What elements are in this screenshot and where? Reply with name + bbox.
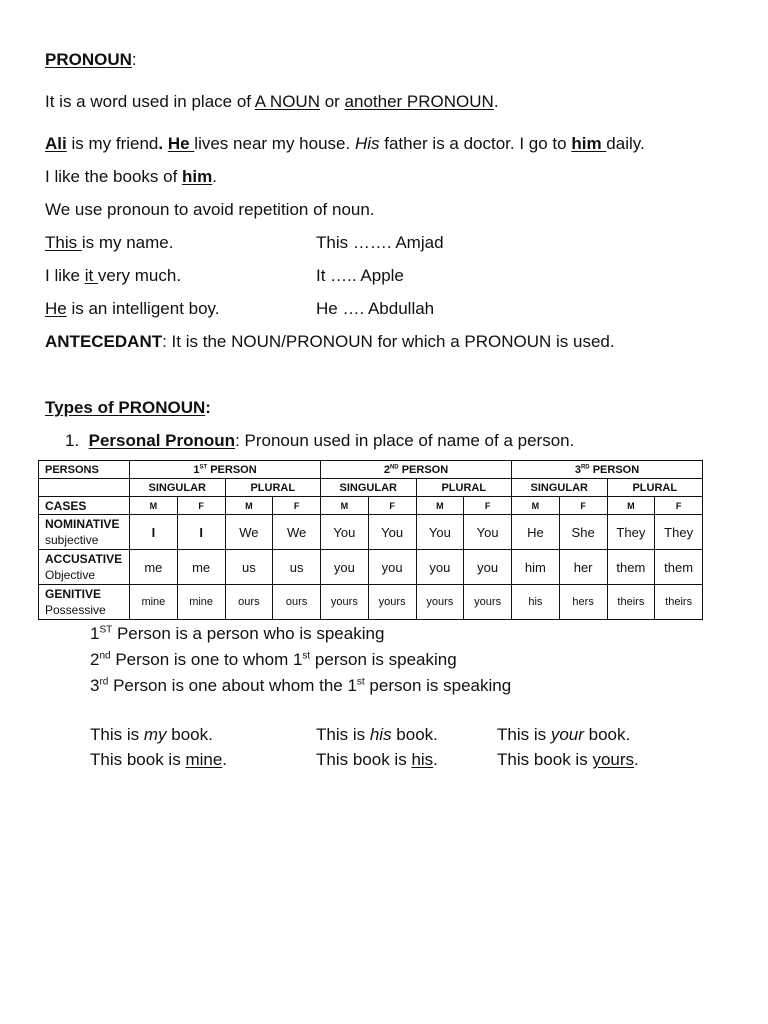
third-person-header: 3RD PERSON — [512, 461, 703, 479]
first-person-header: 1ST PERSON — [130, 461, 321, 479]
table-cell: You — [416, 515, 464, 550]
antecedent-label: ANTECEDANT — [45, 332, 163, 351]
pair2-pre: I like — [45, 266, 85, 285]
item1-number: 1. — [65, 431, 80, 450]
case-label: NOMINATIVE subjective — [39, 515, 130, 550]
pair-right-1: This ……. Amjad — [316, 233, 444, 252]
pronoun-table — [38, 460, 703, 620]
pair1-rest: is my name. — [81, 233, 174, 252]
note-second-person: 2nd Person is one to whom 1st person is speaking — [90, 650, 457, 669]
singular-header: SINGULAR — [321, 479, 417, 497]
table-cell: ours — [273, 585, 321, 620]
gender-cell: M — [321, 497, 369, 515]
case-label: ACCUSATIVE Objective — [39, 550, 130, 585]
table-cell: You — [368, 515, 416, 550]
table-cell: theirs — [607, 585, 655, 620]
table-cell: hers — [559, 585, 607, 620]
ex-he: He — [167, 134, 195, 153]
gender-cell: F — [177, 497, 225, 515]
page-title: PRONOUN: — [45, 50, 137, 69]
gender-cell: M — [607, 497, 655, 515]
table-cell: you — [368, 550, 416, 585]
table-row-accusative — [39, 550, 703, 585]
types-heading — [45, 398, 211, 418]
table-cell: yours — [464, 585, 512, 620]
cases-label: CASES — [39, 497, 130, 515]
example-my-book: This is my book. — [90, 725, 213, 744]
example-line-1 — [45, 134, 645, 154]
ex-t2: . — [158, 134, 168, 153]
gender-cell: M — [512, 497, 560, 515]
gender-cell: F — [464, 497, 512, 515]
pair-right-3: He …. Abdullah — [316, 299, 435, 318]
singular-header: SINGULAR — [130, 479, 226, 497]
table-cell: We — [225, 515, 273, 550]
plural-header: PLURAL — [416, 479, 512, 497]
table-cell: his — [512, 585, 560, 620]
antecedent-line — [45, 332, 615, 352]
example-yours: This book is yours. — [497, 750, 639, 769]
table-header-gender — [39, 497, 703, 515]
gender-cell: F — [368, 497, 416, 515]
ex2-him: him — [182, 167, 213, 186]
table-cell: them — [607, 550, 655, 585]
table-cell: him — [512, 550, 560, 585]
definition-pre: It is a word used in place of — [45, 92, 255, 111]
definition-line — [45, 92, 499, 112]
table-cell: I — [177, 515, 225, 550]
definition-pronoun: another PRONOUN — [344, 92, 494, 111]
table-cell: ours — [225, 585, 273, 620]
pair2-it: it — [84, 266, 98, 285]
table-row-genitive — [39, 585, 703, 620]
table-cell: I — [130, 515, 178, 550]
gender-cell: M — [225, 497, 273, 515]
table-cell: us — [273, 550, 321, 585]
ex-him: him — [571, 134, 607, 153]
example-line-2 — [45, 167, 217, 187]
ex2-t2: . — [212, 167, 217, 186]
pair3-rest: is an intelligent boy. — [66, 299, 220, 318]
ex-t3: lives near my house. — [194, 134, 355, 153]
pair-left-1 — [45, 233, 173, 253]
table-cell: They — [607, 515, 655, 550]
note-first-person: 1ST Person is a person who is speaking — [90, 624, 385, 643]
example-mine: This book is mine. — [90, 750, 228, 769]
table-cell: theirs — [655, 585, 703, 620]
gender-cell: F — [655, 497, 703, 515]
ex-t5: daily. — [606, 134, 645, 153]
list-item-personal-pronoun — [65, 431, 574, 451]
ex2-t1: I like the books of — [45, 167, 183, 186]
pair-left-3 — [45, 299, 220, 319]
gender-cell: M — [130, 497, 178, 515]
table-cell: You — [464, 515, 512, 550]
table-cell: She — [559, 515, 607, 550]
pair-left-2 — [45, 266, 181, 286]
ex-t1: is my friend — [66, 134, 159, 153]
plural-header: PLURAL — [225, 479, 321, 497]
ex-his: His — [354, 134, 380, 153]
pair1-this: This — [45, 233, 82, 252]
definition-end: . — [493, 92, 499, 111]
table-cell: me — [130, 550, 178, 585]
ex-ali: Ali — [45, 134, 67, 153]
table-cell: You — [321, 515, 369, 550]
types-heading-text: Types of PRONOUN — [45, 398, 206, 417]
table-header-persons — [39, 461, 703, 479]
example-his: This book is his. — [316, 750, 438, 769]
table-cell: mine — [130, 585, 178, 620]
table-cell: me — [177, 550, 225, 585]
table-cell: yours — [416, 585, 464, 620]
example-your-book: This is your book. — [497, 725, 631, 744]
table-cell: you — [416, 550, 464, 585]
pair-right-2: It ….. Apple — [316, 266, 404, 285]
table-cell: her — [559, 550, 607, 585]
example-his-book: This is his book. — [316, 725, 438, 744]
case-label: GENITIVE Possessive — [39, 585, 130, 620]
table-header-number — [39, 479, 703, 497]
table-cell: yours — [321, 585, 369, 620]
types-heading-colon: : — [205, 398, 211, 417]
table-cell: mine — [177, 585, 225, 620]
table-row-nominative — [39, 515, 703, 550]
table-cell: them — [655, 550, 703, 585]
persons-label: PERSONS — [39, 461, 130, 479]
note-third-person: 3rd Person is one about whom the 1st person is speaking — [90, 676, 512, 695]
item1-title: Personal Pronoun — [88, 431, 236, 450]
title-text: PRONOUN — [45, 50, 132, 69]
item1-text: : Pronoun used in place of name of a person. — [235, 431, 575, 450]
antecedent-text: : It is the NOUN/PRONOUN for which a PRONOUN is used. — [162, 332, 615, 351]
gender-cell: M — [416, 497, 464, 515]
singular-header: SINGULAR — [512, 479, 608, 497]
table-cell: We — [273, 515, 321, 550]
gender-cell: F — [273, 497, 321, 515]
definition-mid: or — [319, 92, 345, 111]
table-cell: yours — [368, 585, 416, 620]
plural-header: PLURAL — [607, 479, 703, 497]
avoid-repetition-line: We use pronoun to avoid repetition of noun. — [45, 200, 375, 219]
table-cell: you — [321, 550, 369, 585]
table-cell: He — [512, 515, 560, 550]
table-cell: you — [464, 550, 512, 585]
pair3-he: He — [45, 299, 67, 318]
gender-cell: F — [559, 497, 607, 515]
table-cell: us — [225, 550, 273, 585]
second-person-header: 2ND PERSON — [321, 461, 512, 479]
table-cell: They — [655, 515, 703, 550]
definition-noun: A NOUN — [254, 92, 320, 111]
ex-t4: father is a doctor. I go to — [379, 134, 572, 153]
pair2-rest: very much. — [97, 266, 182, 285]
